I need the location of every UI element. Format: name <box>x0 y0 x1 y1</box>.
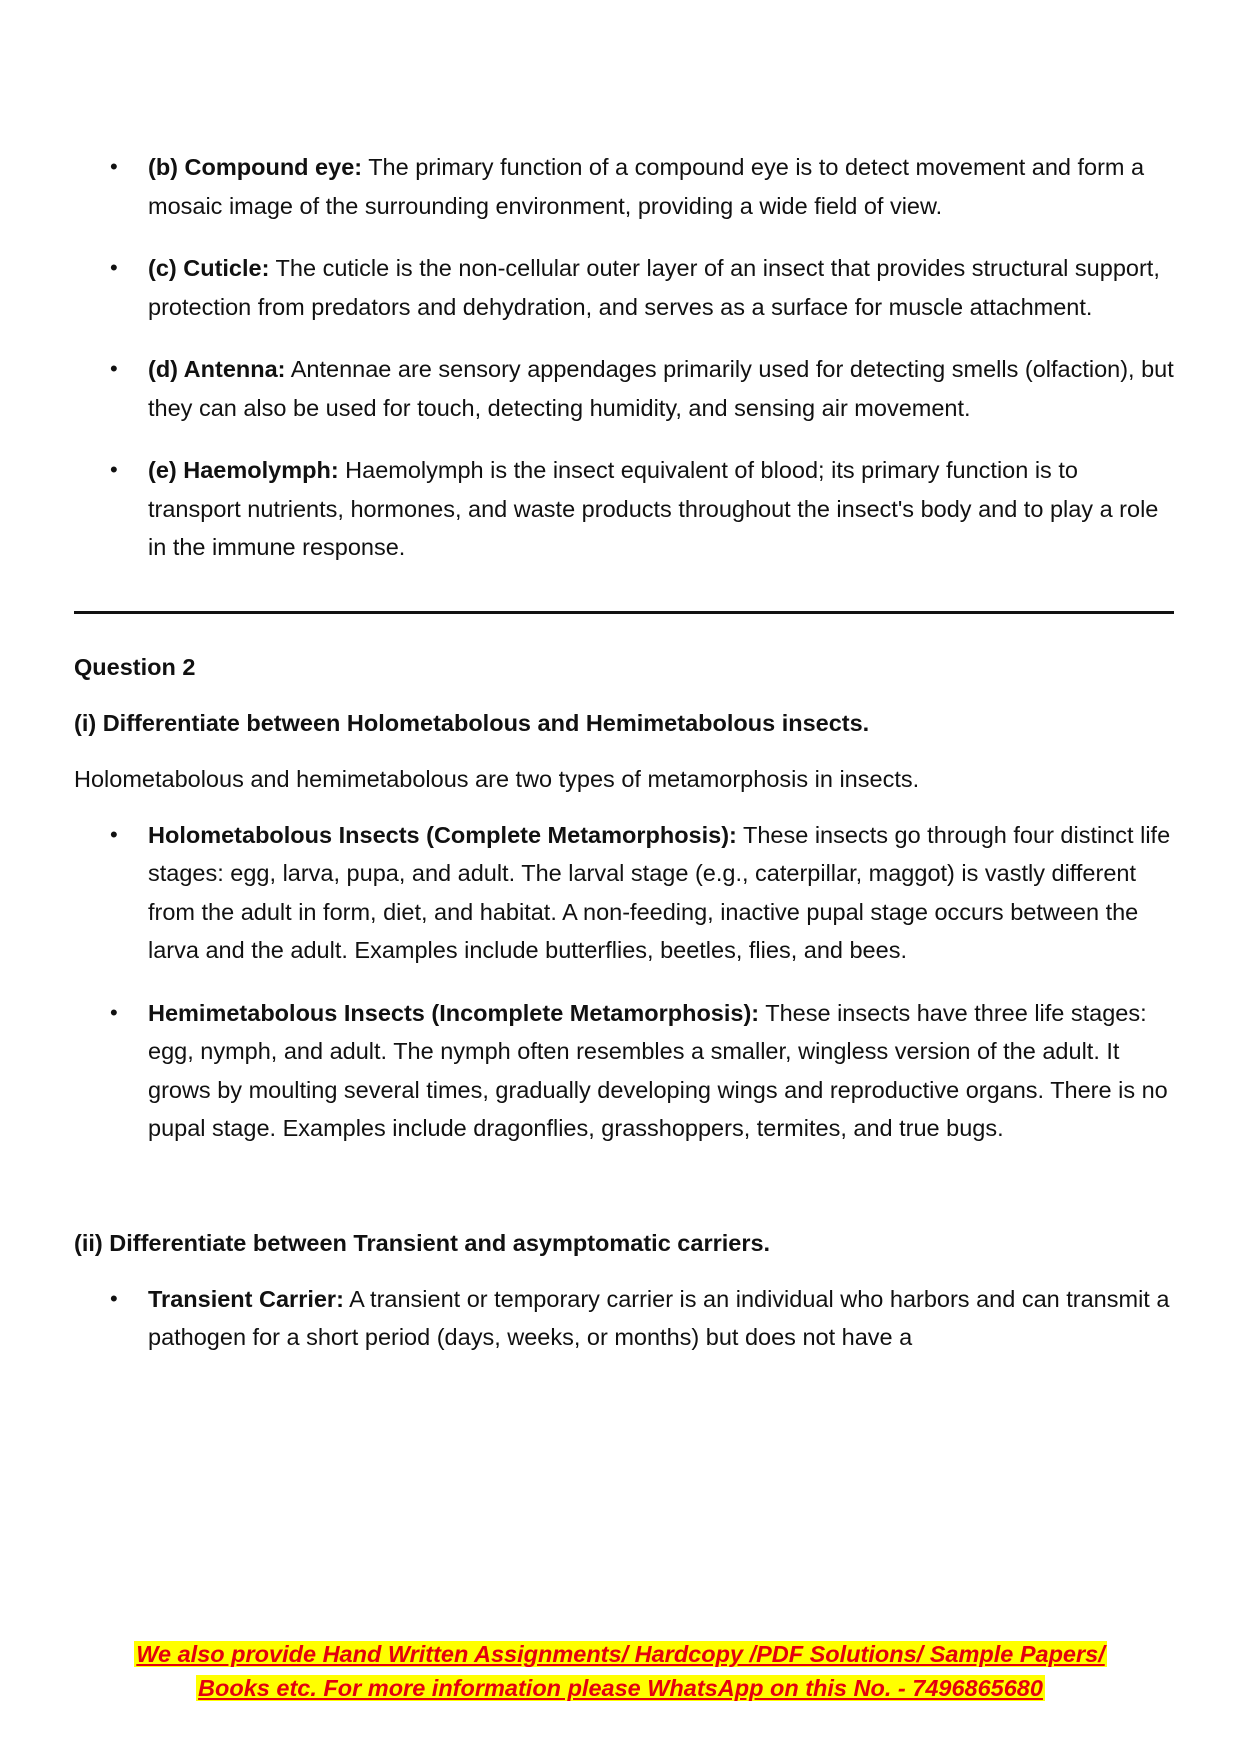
list-item <box>74 816 1174 970</box>
promo-footer <box>0 1637 1241 1705</box>
item-text: Haemolymph is the insect equivalent of blood; its primary function is to transport nutrients, hormones, and waste products throughout the insect's body and to play a role in the immune response. <box>148 457 1159 560</box>
item-text: These insects have three life stages: egg, nymph, and adult. The nymph often resembles a smaller, wingless version of the adult. It grows by moulting several times, gradually developing wings and reproductive organs. There is no pupal stage. Examples include dragonflies, grasshoppers, termites, and true bugs. <box>148 999 1168 1141</box>
list-item <box>74 249 1174 326</box>
item-text: Antennae are sensory appendages primarily used for detecting smells (olfaction), but they can also be used for touch, detecting humidity, and sensing air movement. <box>148 356 1174 421</box>
item-term: (d) Antenna: <box>148 356 286 382</box>
list-item <box>74 350 1174 427</box>
list-item <box>74 994 1174 1148</box>
footer-line-1: We also provide Hand Written Assignments/ Hardcopy /PDF Solutions/ Sample Papers/ <box>136 1641 1105 1667</box>
item-text: A transient or temporary carrier is an individual who harbors and can transmit a pathogen for a short period (days, weeks, or months) but does not have a <box>148 1285 1170 1350</box>
item-term: (b) Compound eye: <box>148 154 363 180</box>
item-term: Hemimetabolous Insects (Incomplete Metamorphosis): <box>148 999 760 1026</box>
carrier-list <box>74 1280 1174 1357</box>
metamorphosis-list <box>74 816 1174 1148</box>
list-item <box>74 1280 1174 1357</box>
item-term: (c) Cuticle: <box>148 255 270 281</box>
part2-heading: (ii) Differentiate between Transient and asymptomatic carriers. <box>74 1229 771 1256</box>
item-text: The primary function of a compound eye is to detect movement and form a mosaic image of the surrounding environment, providing a wide field of view. <box>148 154 1145 219</box>
item-term: (e) Haemolymph: <box>148 457 339 483</box>
list-item <box>74 148 1174 225</box>
item-text: The cuticle is the non-cellular outer layer of an insect that provides structural support, protection from predators and dehydration, and serves as a surface for muscle attachment. <box>148 255 1160 320</box>
list-item <box>74 451 1174 567</box>
question-title: Question 2 <box>74 653 196 680</box>
part1-heading: (i) Differentiate between Holometabolous and Hemimetabolous insects. <box>74 709 870 736</box>
item-text: These insects go through four distinct life stages: egg, larva, pupa, and adult. The larval stage (e.g., caterpillar, maggot) is vastly different from the adult in form, diet, and habitat. A non-feeding, inactive pupal stage occurs between the larva and the adult. Examples include butterflies, beetles, flies, and bees. <box>148 821 1171 963</box>
function-list <box>74 148 1174 567</box>
part1-intro: Holometabolous and hemimetabolous are two types of metamorphosis in insects. <box>74 765 920 792</box>
item-term: Holometabolous Insects (Complete Metamorphosis): <box>148 821 737 848</box>
document-page <box>74 148 1174 1357</box>
item-term: Transient Carrier: <box>148 1285 344 1312</box>
footer-line-2: Books etc. For more information please WhatsApp on this No. - 7496865680 <box>198 1675 1043 1701</box>
